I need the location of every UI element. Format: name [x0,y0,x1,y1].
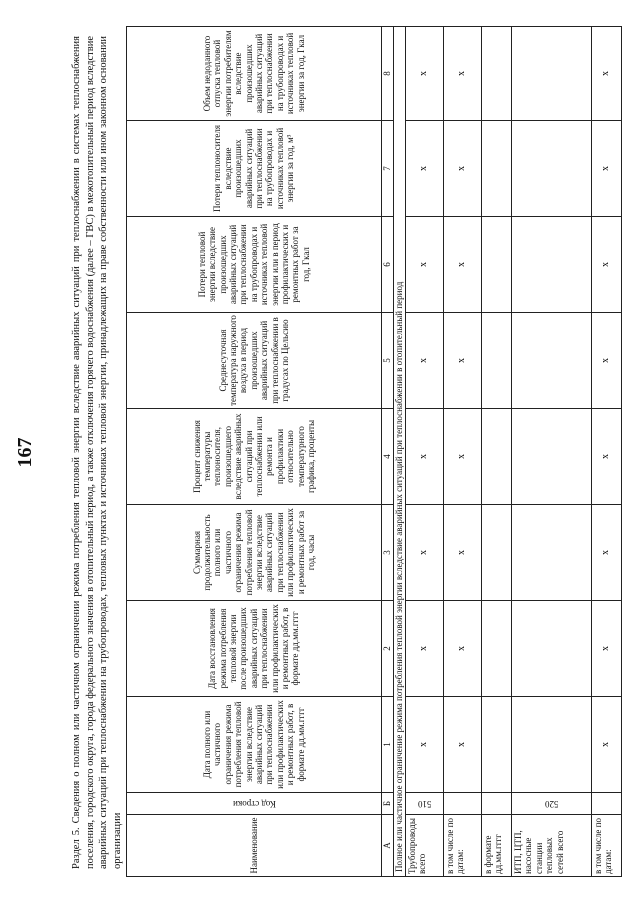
col-header-6: Потери тепловой энергии вследствие произошедших аварийных ситуаций при теплоснабжении на трубопроводах и источниках тепловой энергии или в период профилактических и ремонтных работ за год, Гкал [127,217,382,313]
column-number: Б [382,793,394,815]
cell: x [592,217,622,313]
column-number: 6 [382,217,394,313]
cell: x [444,505,482,601]
cell: x [592,27,622,121]
cell [512,313,592,409]
col-header-code-text: Код строки [232,798,276,809]
row-name: Трубопроводы всего [406,815,444,877]
table-row [406,27,444,877]
section-heading: Раздел 5. Сведения о полном или частичном ограничении режима потребления тепловой энергии вследствие аварийных ситуаций при теплоснабжении в системах теплоснабжения поселения, городского округа, города федерального значения в отопительный период, а также отключения горячего водоснабжения (далее – ГВС) в межотопительный период вследствие аварийных ситуаций при теплоснабжении на трубопроводах, тепловых пунктах и источниках тепловой энергии, принадлежащих на праве собственности или ином законном основании организации [71,36,123,869]
cell [512,27,592,121]
cell: x [592,313,622,409]
outage-report-table [126,26,622,877]
column-number: 8 [382,27,394,121]
row-code [482,793,512,815]
cell: x [406,505,444,601]
cell: x [406,409,444,505]
cell [482,409,512,505]
cell: x [444,121,482,217]
col-header-name: Наименование [127,815,382,877]
row-code [444,793,482,815]
table-row [444,27,482,877]
cell [482,217,512,313]
column-number: А [382,815,394,877]
column-number: 1 [382,697,394,793]
col-header-1: Дата полного или частичного ограничения режима потребления тепловой энергии вследствие аварийных ситуаций при теплоснабжении или профилактических и ремонтных работ, в формате дд.мм.гггг [127,697,382,793]
col-header-4: Процент снижения температуры теплоносителя, произошедшего вследствие аварийных ситуаций при теплоснабжении или ремонта и профилактики относительно температурного графика, проценты [127,409,382,505]
cell [512,505,592,601]
column-number: 2 [382,601,394,697]
col-header-2: Дата восстановления режима потребления тепловой энергии после произошедших аварийных ситуаций при теплоснабжении или профилактических и ремонтных работ, в формате дд.мм.гггг [127,601,382,697]
row-code-text: 520 [544,798,559,809]
cell [512,601,592,697]
cell [482,27,512,121]
cell: x [444,27,482,121]
row-code-text: 510 [417,798,432,809]
cell: x [592,505,622,601]
cell: x [592,409,622,505]
cell [512,121,592,217]
cell [482,121,512,217]
section-band-row [394,27,406,877]
column-number: 7 [382,121,394,217]
page-number: 167 [14,437,36,468]
cell: x [444,217,482,313]
row-name: в том числе по датам: [444,815,482,877]
row-name: ИТП, ЦТП, насосные станции тепловых сетей всего [512,815,592,877]
table-row [512,27,592,877]
cell: x [406,217,444,313]
cell [482,697,512,793]
table-row [482,27,512,877]
cell [482,313,512,409]
col-header-code [127,793,382,815]
row-code [592,793,622,815]
cell: x [592,697,622,793]
cell: x [406,313,444,409]
cell: x [444,409,482,505]
col-header-5: Среднесуточная температура наружного воздуха в период произошедших аварийных ситуаций при теплоснабжении в градусах по Цельсию [127,313,382,409]
column-number: 5 [382,313,394,409]
cell: x [406,697,444,793]
cell: x [406,601,444,697]
cell: x [444,601,482,697]
cell: x [406,27,444,121]
header-row [127,27,382,877]
cell: x [592,601,622,697]
col-header-8: Объем недоданного отпуска тепловой энергии потребителям вследствие произошедших аварийных ситуаций при теплоснабжении на трубопроводах и источниках тепловой энергии за год, Гкал [127,27,382,121]
cell: x [592,121,622,217]
table-row [592,27,622,877]
column-number: 4 [382,409,394,505]
row-code [512,793,592,815]
cell [482,601,512,697]
section-band: Полное или частичное ограничение режима потребления тепловой энергии вследствие аварийных ситуаций при теплоснабжении в отопительный период [394,27,406,877]
cell: x [444,697,482,793]
column-number: 3 [382,505,394,601]
row-name: в том числе по датам: [592,815,622,877]
cell: x [444,313,482,409]
cell: x [406,121,444,217]
row-code [406,793,444,815]
cell [482,505,512,601]
cell [512,217,592,313]
cell [512,697,592,793]
col-header-7: Потери теплоносителя вследствие произошедших аварийных ситуаций при теплоснабжении на трубопроводах и источниках тепловой энергии за год, м³ [127,121,382,217]
column-number-row [382,27,394,877]
cell [512,409,592,505]
col-header-3: Суммарная продолжительность полного или частичного ограничения режима потребления тепловой энергии вследствие аварийных ситуаций при теплоснабжении или профилактических и ремонтных работ за год, часы [127,505,382,601]
row-name: в формате дд.мм.гггг [482,815,512,877]
